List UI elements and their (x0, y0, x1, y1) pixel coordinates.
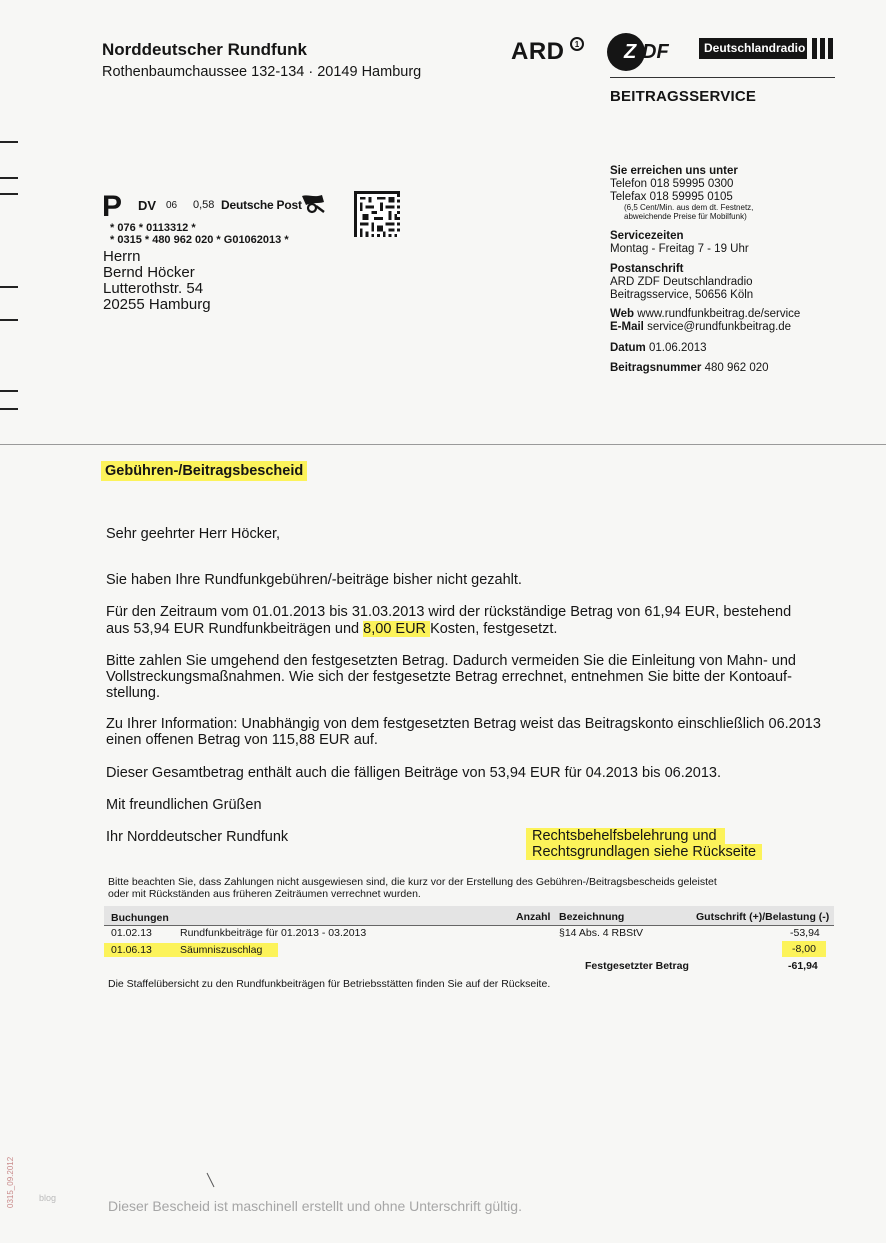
paragraph-3-line: Bitte zahlen Sie umgehend den festgesetzten Betrag. Dadurch vermeiden Sie die Einleitung von Mahn- und (106, 653, 796, 669)
postage-price: 0,58 (193, 199, 215, 211)
total-amount: -61,94 (788, 960, 818, 972)
postage-carrier: Deutsche Post (221, 198, 302, 212)
closing: Mit freundlichen Grüßen (106, 797, 262, 813)
ard-one-logo: 1 (570, 37, 584, 51)
logo-divider (610, 77, 835, 78)
zdf-logo-z: Z (624, 41, 637, 63)
postal-address-line: ARD ZDF Deutschlandradio (610, 276, 753, 288)
booking-label: §14 Abs. 4 RBStV (559, 927, 644, 939)
paragraph-3-line: stellung. (106, 685, 161, 701)
contact-phone: Telefon 018 59995 0300 (610, 178, 734, 190)
recipient-street: Lutterothstr. 54 (103, 280, 204, 297)
machine-generated-note: Dieser Bescheid ist maschinell erstellt und ohne Unterschrift gültig. (108, 1198, 522, 1214)
date-row (610, 342, 707, 355)
fold-mark (0, 319, 18, 321)
fold-mark (0, 408, 18, 410)
post-horn-icon (300, 192, 326, 214)
booking-text: Säumniszuschlag (180, 944, 263, 956)
fold-mark (0, 177, 18, 179)
paragraph-4-line: Zu Ihrer Information: Unabhängig von dem festgesetzten Betrag weist das Beitragskonto einschließlich 06.2013 (106, 716, 821, 732)
date-label: Datum (610, 342, 646, 354)
booking-amount: -8,00 (792, 943, 816, 955)
ard-logo: ARD (511, 38, 565, 65)
recipient-name: Bernd Höcker (103, 264, 195, 281)
email-row (610, 321, 791, 334)
beitragsservice-label: BEITRAGSSERVICE (610, 88, 757, 105)
document-title: Gebühren-/Beitragsbescheid (101, 461, 307, 481)
greeting: Sehr geehrter Herr Höcker, (106, 526, 281, 542)
date-value: 01.06.2013 (648, 342, 707, 354)
deutschlandradio-logo: Deutschlandradio (704, 41, 806, 55)
booking-text: Rundfunkbeiträge für 01.2013 - 03.2013 (180, 927, 367, 939)
email-label: E-Mail (610, 321, 644, 333)
sender-name: Norddeutscher Rundfunk (102, 40, 307, 59)
recipient-salutation: Herrn (103, 248, 141, 265)
contact-heading: Sie erreichen uns unter (610, 165, 738, 177)
paragraph-1: Sie haben Ihre Rundfunkgebühren/-beiträge bisher nicht gezahlt. (106, 572, 522, 588)
postage-code-line: * 0315 * 480 962 020 * G01062013 * (110, 234, 289, 246)
bookings-header: Buchungen (111, 912, 169, 924)
fold-mark (0, 141, 18, 143)
text-span: aus 53,94 EUR Rundfunkbeiträgen und (106, 621, 364, 637)
total-label: Festgesetzter Betrag (585, 960, 689, 972)
count-header: Anzahl (516, 911, 551, 923)
booking-date: 01.02.13 (111, 927, 152, 939)
legal-notice-line: Rechtsbehelfsbelehrung und (526, 828, 725, 844)
contact-fax-note: (6,5 Cent/Min. aus dem dt. Festnetz, (624, 203, 754, 212)
description-header: Bezeichnung (559, 911, 625, 923)
contribution-number-row (610, 362, 769, 375)
booking-amount: -53,94 (790, 927, 820, 939)
legal-notice-line: Rechtsgrundlagen siehe Rückseite (526, 844, 762, 860)
postal-address-line: Beitragsservice, 50656 Köln (610, 289, 754, 301)
contribution-number-label: Beitragsnummer (610, 362, 702, 374)
sender-address: Rothenbaumchaussee 132-134 · 20149 Hamburg (102, 64, 422, 80)
booking-date: 01.06.13 (111, 944, 152, 956)
highlighted-costs: 8,00 EUR (363, 621, 431, 637)
paragraph-5: Dieser Gesamtbetrag enthält auch die fälligen Beiträge von 53,94 EUR für 04.2013 bis 06.2013. (106, 765, 722, 781)
postage-code-line: * 076 * 0113312 * (110, 222, 196, 234)
recipient-city: 20255 Hamburg (103, 296, 211, 313)
web-row (610, 308, 800, 321)
service-hours-label: Servicezeiten (610, 230, 684, 242)
postage-p: P (102, 190, 123, 223)
contact-fax-note: abweichende Preise für Mobilfunk) (624, 212, 747, 221)
postage-dv-code: 06 (166, 200, 178, 211)
email-link[interactable]: service@rundfunkbeitrag.de (647, 321, 792, 333)
payment-notice-line: oder mit Rückständen aus früheren Zeiträumen verrechnet wurden. (108, 888, 421, 900)
fold-mark (0, 193, 18, 195)
fold-mark (0, 390, 18, 392)
watermark: blog (39, 1193, 57, 1203)
bookings-header-rule (104, 925, 834, 926)
paragraph-4-line: einen offenen Betrag von 115,88 EUR auf. (106, 732, 378, 748)
text-span: Kosten, festgesetzt. (430, 621, 558, 637)
postage-dv: DV (138, 198, 157, 213)
form-side-code: 0315_09.2012 (6, 1156, 15, 1208)
web-label: Web (610, 308, 635, 320)
fold-divider (0, 444, 886, 445)
scale-note: Die Staffelübersicht zu den Rundfunkbeiträgen für Betriebsstätten finden Sie auf der Rückseite. (108, 978, 551, 990)
fold-mark (0, 286, 18, 288)
contact-fax: Telefax 018 59995 0105 (610, 191, 733, 203)
payment-notice-line: Bitte beachten Sie, dass Zahlungen nicht ausgewiesen sind, die kurz vor der Erstellung des Gebühren-/Beitragsbescheids geleistet (108, 876, 717, 888)
paragraph-2-line: Für den Zeitraum vom 01.01.2013 bis 31.03.2013 wird der rückständige Betrag von 61,94 EUR, bestehend (106, 604, 792, 620)
service-hours: Montag - Freitag 7 - 19 Uhr (610, 243, 749, 255)
contribution-number: 480 962 020 (704, 362, 769, 374)
web-link[interactable]: www.rundfunkbeitrag.de/service (637, 308, 801, 320)
postal-address-label: Postanschrift (610, 263, 684, 275)
deutschlandradio-bars-icon (812, 38, 836, 59)
signature: Ihr Norddeutscher Rundfunk (106, 829, 289, 845)
pen-mark-icon (206, 1172, 216, 1188)
paragraph-3-line: Vollstreckungsmaßnahmen. Wie sich der festgesetzte Betrag errechnet, entnehmen Sie bitte der Kontoauf- (106, 669, 792, 685)
datamatrix-code-icon (354, 191, 400, 237)
paragraph-2-line (106, 621, 557, 637)
amount-header: Gutschrift (+)/Belastung (-) (696, 911, 830, 923)
zdf-logo-df: DF (642, 41, 669, 63)
